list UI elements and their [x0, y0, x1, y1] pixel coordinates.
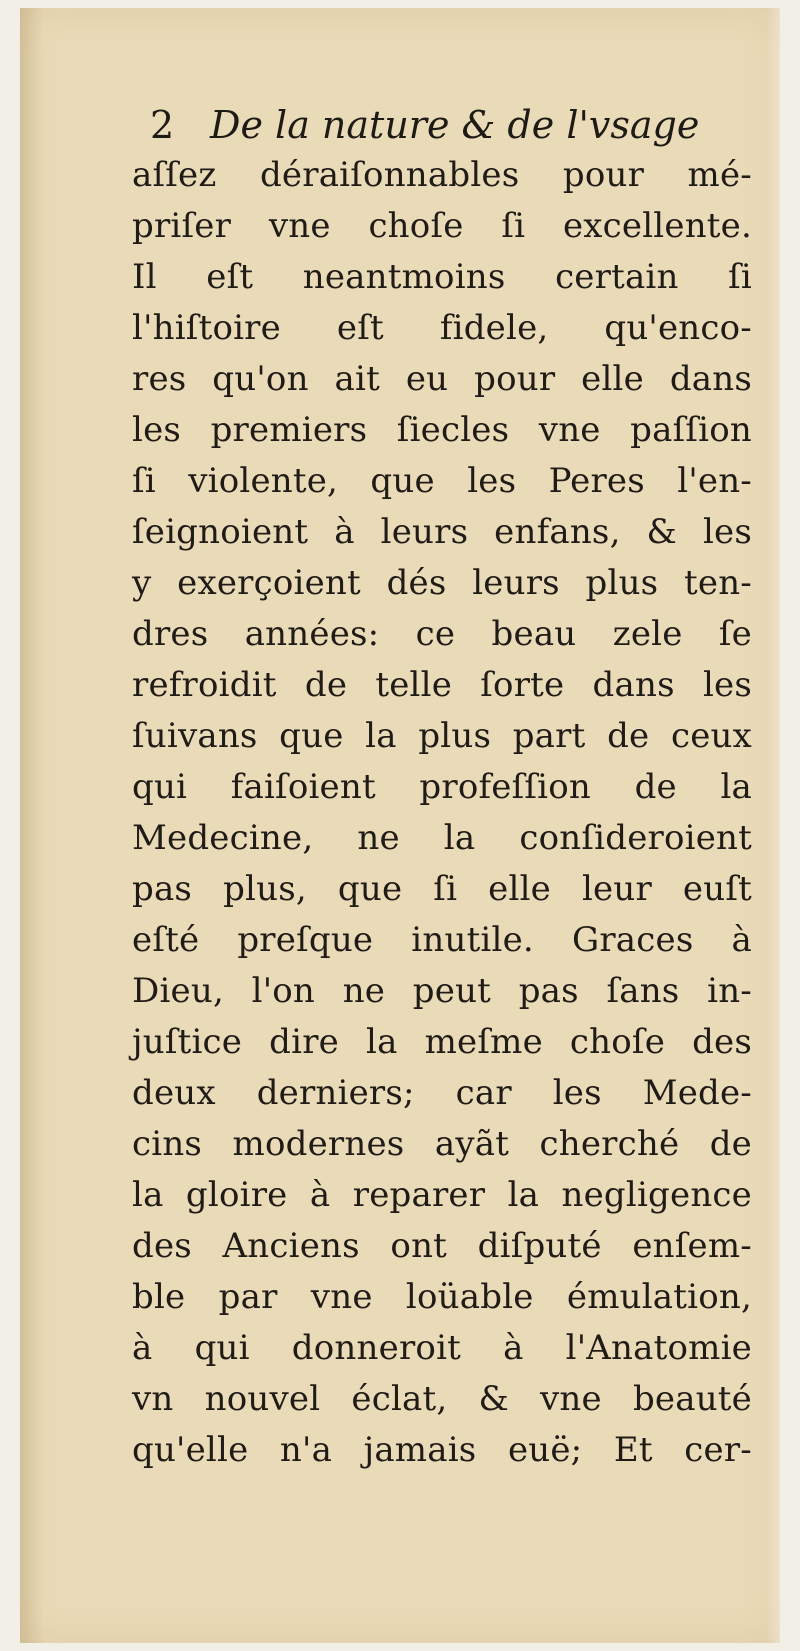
text-line: y exerçoient dés leurs plus ten- — [132, 563, 752, 603]
text-line: des Anciens ont diſputé enſem- — [132, 1226, 752, 1266]
page-number: 2 — [150, 103, 175, 147]
text-line: Dieu, l'on ne peut pas ſans in- — [132, 971, 752, 1011]
text-line: qu'elle n'a jamais euë; Et cer- — [132, 1430, 752, 1470]
body-text — [132, 150, 752, 1476]
text-line: priſer vne choſe ſi excellente. — [132, 206, 752, 246]
text-line: pas plus, que ſi elle leur euſt — [132, 869, 752, 909]
text-line: ble par vne loüable émulation, — [132, 1277, 752, 1317]
text-line: ſi violente, que les Peres l'en- — [132, 461, 752, 501]
text-line: ſeignoient à leurs enfans, & les — [132, 512, 752, 552]
text-line: vn nouvel éclat, & vne beauté — [132, 1379, 752, 1419]
text-line: eſté preſque inutile. Graces à — [132, 920, 752, 960]
text-line: deux derniers; car les Mede- — [132, 1073, 752, 1113]
text-line: res qu'on ait eu pour elle dans — [132, 359, 752, 399]
text-line: Il eſt neantmoins certain ſi — [132, 257, 752, 297]
text-line: les premiers ſiecles vne paſſion — [132, 410, 752, 450]
running-title: De la nature & de l'vsage — [210, 103, 700, 147]
text-line: refroidit de telle ſorte dans les — [132, 665, 752, 705]
text-line: dres années: ce beau zele ſe — [132, 614, 752, 654]
text-line: à qui donneroit à l'Anatomie — [132, 1328, 752, 1368]
text-line: cins modernes ayãt cherché de — [132, 1124, 752, 1164]
text-line: qui faiſoient profeſſion de la — [132, 767, 752, 807]
text-line: la gloire à reparer la negligence — [132, 1175, 752, 1215]
text-line: l'hiſtoire eſt fidele, qu'enco- — [132, 308, 752, 348]
page-header — [150, 100, 740, 150]
text-line: aſſez déraiſonnables pour mé- — [132, 155, 752, 195]
text-line: juſtice dire la meſme choſe des — [132, 1022, 752, 1062]
text-line: ſuivans que la plus part de ceux — [132, 716, 752, 756]
text-line: Medecine, ne la conſideroient — [132, 818, 752, 858]
